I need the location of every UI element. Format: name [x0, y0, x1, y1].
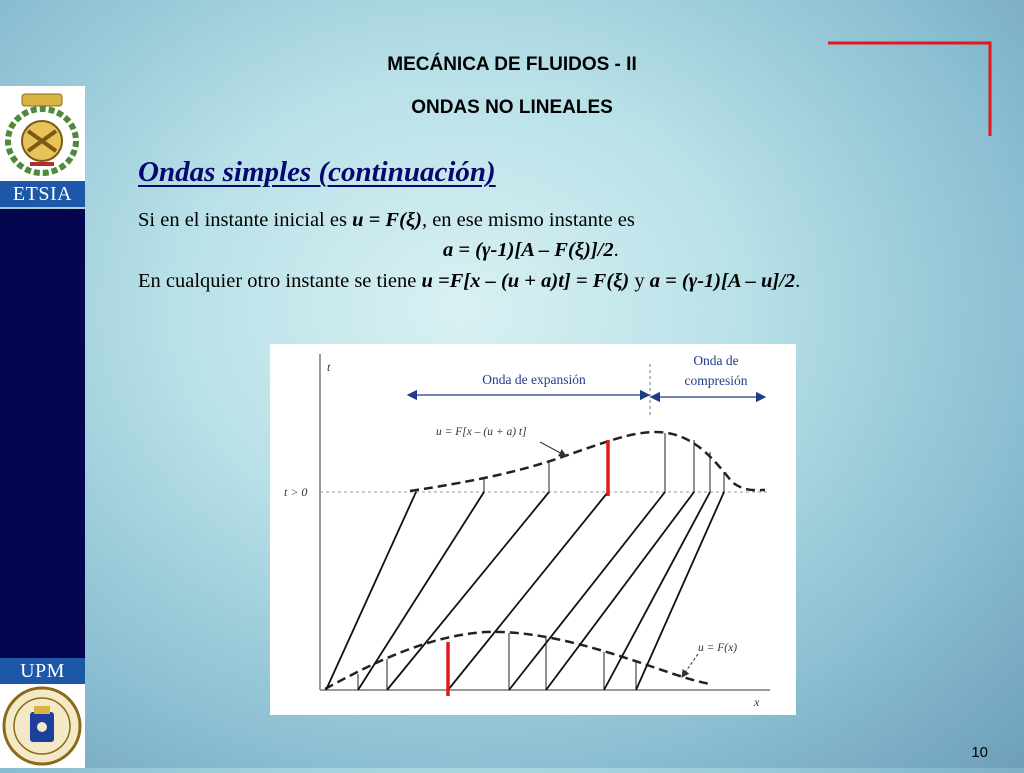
- upper-wave-curve: [410, 432, 765, 491]
- topic-header: ONDAS NO LINEALES: [411, 97, 613, 118]
- characteristics-diagram: [270, 344, 796, 715]
- text-line-1: [138, 209, 635, 232]
- text-line-3: [138, 270, 800, 293]
- expansion-label: Onda de expansión: [482, 372, 586, 387]
- upper-curve-pointer: [540, 442, 566, 456]
- t-axis-label: t: [327, 360, 331, 374]
- sidebar-label-upm: UPM: [0, 658, 85, 684]
- sidebar-navy-band: [0, 209, 85, 658]
- compression-label-1: Onda de: [693, 353, 739, 368]
- course-header: MECÁNICA DE FLUIDOS - II: [387, 54, 637, 75]
- line3-tail: .: [795, 270, 801, 292]
- line3-text: En cualquier otro instante se tiene: [138, 270, 422, 292]
- t-level-label: t > 0: [284, 485, 308, 499]
- line1-tail: , en ese mismo instante es: [421, 209, 635, 231]
- lower-vertical-ticks: [358, 633, 636, 690]
- slide-title: Ondas simples (continuación): [138, 156, 496, 188]
- line3-equation-2: a = (γ-1)[A – u]/2: [649, 270, 796, 292]
- x-axis-label: x: [754, 695, 760, 709]
- upper-vertical-ticks: [416, 433, 724, 493]
- lower-curve-label: u = F(x): [698, 642, 738, 654]
- line2-tail: .: [613, 239, 619, 261]
- lower-curve-pointer: [682, 654, 698, 677]
- line1-text: Si en el instante inicial es: [138, 209, 353, 231]
- line3-equation-1: u =F[x – (u + a)t] = F(ξ): [421, 270, 630, 292]
- characteristic-lines: [326, 492, 724, 690]
- sidebar-label-etsia: ETSIA: [0, 181, 85, 207]
- line2-equation: a = (γ-1)[A – F(ξ)]/2: [443, 239, 614, 261]
- compression-label-2: compresión: [684, 373, 748, 388]
- upm-seal-logo: [0, 684, 85, 768]
- text-line-2: [443, 239, 619, 262]
- line1-equation: u = F(ξ): [352, 209, 422, 231]
- line3-mid: y: [629, 270, 650, 292]
- upper-curve-label: u = F[x – (u + a) t]: [436, 426, 527, 438]
- page-number: 10: [971, 744, 988, 761]
